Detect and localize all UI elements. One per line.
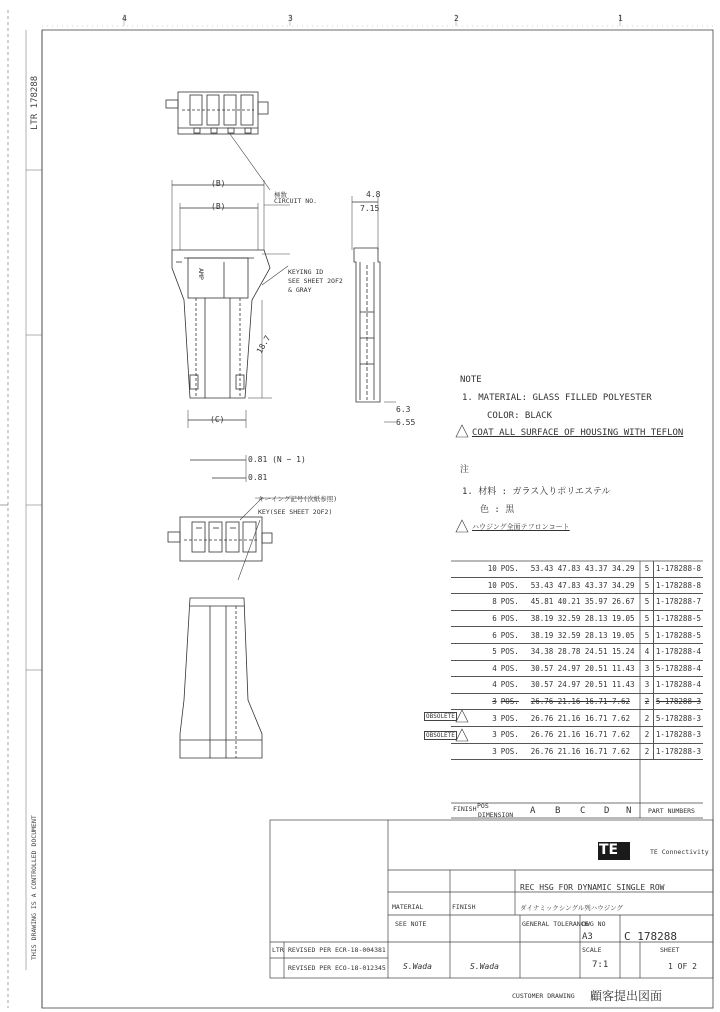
- table-row: [451, 594, 703, 611]
- title-main: REC HSG FOR DYNAMIC SINGLE ROW: [520, 883, 665, 892]
- part-number-cell: 1-178288-4: [653, 677, 703, 694]
- dash-cell: 6: [451, 627, 499, 644]
- part-number-cell: 1-178288-5: [653, 610, 703, 627]
- table-row: [451, 577, 703, 594]
- pos-cell: POS.: [499, 660, 529, 677]
- dims-cell: 26.76 21.16 16.71 7.62: [529, 693, 641, 710]
- te-logo-sub: TE Connectivity: [650, 848, 709, 856]
- sheet: 1 OF 2: [668, 962, 697, 971]
- dims-cell: 34.38 28.78 24.51 15.24: [529, 643, 641, 660]
- note-1b: COLOR: BLACK: [487, 411, 553, 421]
- dash-cell: 4: [451, 660, 499, 677]
- obsolete-tag-2: OBSOLETE: [426, 732, 455, 739]
- zone-4: 4: [122, 14, 127, 23]
- scale: 7:1: [592, 960, 609, 970]
- n-cell: 5: [641, 577, 653, 594]
- sheet-border: [42, 30, 713, 1008]
- dim-side-bot2: 6.55: [396, 418, 416, 427]
- zone-1: 1: [618, 14, 623, 23]
- pos-cell: POS.: [499, 743, 529, 760]
- obsolete-tag-1: OBSOLETE: [426, 713, 455, 720]
- scale-label: SCALE: [582, 946, 602, 954]
- pos-cell: POS.: [499, 610, 529, 627]
- part-number-cell: 1-178288-5: [653, 627, 703, 644]
- dash-cell: 3: [451, 726, 499, 743]
- table-row: [451, 643, 703, 660]
- note-1: 1. MATERIAL: GLASS FILLED POLYESTER: [462, 393, 652, 403]
- pos-cell: POS.: [499, 710, 529, 727]
- dims-cell: 38.19 32.59 28.13 19.05: [529, 627, 641, 644]
- size: A3: [582, 932, 593, 942]
- dims-cell: 45.81 40.21 35.97 26.67: [529, 594, 641, 611]
- part-number-cell: 1-178288-8: [653, 577, 703, 594]
- signature-2: S.Wada: [470, 962, 499, 971]
- part-number-cell: 1-178288-7: [653, 594, 703, 611]
- pos-cell: POS.: [499, 594, 529, 611]
- customer-drawing-jp: 顧客提出図面: [590, 989, 663, 1003]
- part-number-cell: 1-178288-3: [653, 726, 703, 743]
- note-jp-heading: 注: [460, 465, 470, 475]
- pos-cell: POS.: [499, 627, 529, 644]
- dim-keying-sub2: & GRAY: [288, 286, 312, 294]
- dash-cell: 5: [451, 643, 499, 660]
- keying-view: [168, 517, 272, 561]
- dim-len: 18.7: [254, 333, 273, 356]
- dash-cell: 10: [451, 561, 499, 577]
- dash-cell: 3: [451, 743, 499, 760]
- bottom-keying-jp: キーイング記号(次紙参照): [258, 495, 338, 503]
- part-number-cell: 1-178288-8: [653, 561, 703, 577]
- table-row: [451, 561, 703, 577]
- front-view: [172, 180, 272, 482]
- dwg-no-label: DWG NO: [582, 920, 606, 928]
- hdr-dimension: DIMENSION: [478, 811, 514, 819]
- rev-desc-1: REVISED PER ECR-18-004381: [288, 946, 386, 954]
- pos-cell: POS.: [499, 693, 529, 710]
- table-row: [451, 677, 703, 694]
- n-cell: 4: [641, 643, 653, 660]
- note-jp-1b: 色 : 黒: [480, 505, 515, 515]
- pos-cell: POS.: [499, 577, 529, 594]
- dash-cell: 3: [451, 693, 499, 710]
- n-cell: 5: [641, 627, 653, 644]
- dim-circuit-jp: 極数: [274, 191, 287, 199]
- dim-side-top: 4.8: [366, 190, 381, 199]
- dim-b2: (B): [211, 202, 226, 211]
- dims-cell: 53.43 47.83 43.37 34.29: [529, 577, 641, 594]
- hdr-a: A: [530, 806, 536, 816]
- dims-cell: 30.57 24.97 20.51 11.43: [529, 660, 641, 677]
- hdr-finish: FINISH: [453, 805, 477, 813]
- dim-keying-sub: SEE SHEET 2OF2: [288, 277, 343, 285]
- dim-b: (B): [211, 179, 226, 188]
- side-view: [352, 196, 396, 422]
- part-number-cell: 5-178288-3: [653, 693, 703, 710]
- rev-ltr: LTR: [272, 946, 284, 954]
- top-view: [166, 92, 268, 134]
- customer-drawing-label: CUSTOMER DRAWING: [512, 992, 575, 1000]
- dims-cell: 26.76 21.16 16.71 7.62: [529, 743, 641, 760]
- rev-desc-2: REVISED PER ECO-18-012345: [288, 964, 386, 972]
- n-cell: 2: [641, 710, 653, 727]
- part-number-table: [451, 561, 703, 760]
- part-number-cell: 1-178288-4: [653, 643, 703, 660]
- see-note: SEE NOTE: [395, 920, 427, 928]
- n-cell: 2: [641, 726, 653, 743]
- hdr-n: N: [626, 806, 632, 816]
- n-cell: 3: [641, 677, 653, 694]
- te-logo-text: TE: [599, 842, 619, 858]
- table-row: [451, 627, 703, 644]
- dim-side-top2: 7.15: [360, 204, 380, 213]
- note-flag-icon: [456, 425, 468, 437]
- bottom-keying: KEY(SEE SHEET 2OF2): [258, 508, 333, 516]
- table-row: [451, 743, 703, 760]
- pos-cell: POS.: [499, 726, 529, 743]
- side-note: THIS DRAWING IS A CONTROLLED DOCUMENT: [30, 815, 38, 960]
- table-row: [451, 710, 703, 727]
- dash-cell: 3: [451, 710, 499, 727]
- hdr-pos: POS: [477, 802, 489, 810]
- table-row: [451, 693, 703, 710]
- dims-cell: 53.43 47.83 43.37 34.29: [529, 561, 641, 577]
- part-number-cell: 5-178288-3: [653, 710, 703, 727]
- note-flag-jp-icon: [456, 520, 468, 532]
- dash-cell: 4: [451, 677, 499, 694]
- table-row: [451, 660, 703, 677]
- zone-3: 3: [288, 14, 293, 23]
- n-cell: 3: [641, 660, 653, 677]
- note-jp-1: 1. 材料 : ガラス入りポリエステル: [462, 487, 611, 497]
- sheet-label: SHEET: [660, 946, 680, 954]
- general-tol: GENERAL TOLERANCE: [522, 920, 589, 928]
- hdr-part: PART NUMBERS: [648, 807, 695, 815]
- n-cell: 5: [641, 594, 653, 611]
- dims-cell: 30.57 24.97 20.51 11.43: [529, 677, 641, 694]
- title-block-frame: [270, 820, 713, 978]
- dims-cell: 26.76 21.16 16.71 7.62: [529, 710, 641, 727]
- table-row: [451, 610, 703, 627]
- amp-mark: AMP: [196, 268, 205, 280]
- note-jp-2: ハウジング全面テフロンコート: [472, 523, 570, 531]
- n-cell: 5: [641, 610, 653, 627]
- profile-view: [180, 598, 262, 758]
- signature-1: S.Wada: [403, 962, 432, 971]
- hdr-b: B: [555, 806, 561, 816]
- n-cell: 5: [641, 561, 653, 577]
- dash-cell: 10: [451, 577, 499, 594]
- dim-circuit: CIRCUIT NO.: [274, 197, 318, 205]
- hdr-c: C: [580, 806, 586, 816]
- zone-2: 2: [454, 14, 459, 23]
- revision-vertical: LTR 178288: [30, 75, 40, 130]
- finish-label: FINISH: [452, 903, 476, 911]
- hdr-d: D: [604, 806, 610, 816]
- part-number-cell: 5-178288-4: [653, 660, 703, 677]
- dims-cell: 26.76 21.16 16.71 7.62: [529, 726, 641, 743]
- dash-cell: 6: [451, 610, 499, 627]
- dim-d1: 0.81 (N − 1): [248, 455, 306, 464]
- drawing-number: C 178288: [624, 930, 677, 943]
- dim-d2: 0.81: [248, 473, 268, 482]
- dash-cell: 8: [451, 594, 499, 611]
- material-label: MATERIAL: [392, 903, 424, 911]
- dims-cell: 38.19 32.59 28.13 19.05: [529, 610, 641, 627]
- title-jp: ダイナミックシングル列ハウジング: [520, 904, 623, 912]
- dim-keying: KEYING ID: [288, 268, 324, 276]
- n-cell: 2: [641, 743, 653, 760]
- part-number-cell: 1-178288-3: [653, 743, 703, 760]
- dim-c: (C): [210, 415, 225, 424]
- table-row: [451, 726, 703, 743]
- pos-cell: POS.: [499, 677, 529, 694]
- n-cell: 2: [641, 693, 653, 710]
- note-heading: NOTE: [460, 375, 482, 385]
- pos-cell: POS.: [499, 643, 529, 660]
- pos-cell: POS.: [499, 561, 529, 577]
- dim-side-bot: 6.3: [396, 405, 411, 414]
- note-2: COAT ALL SURFACE OF HOUSING WITH TEFLON: [472, 428, 684, 438]
